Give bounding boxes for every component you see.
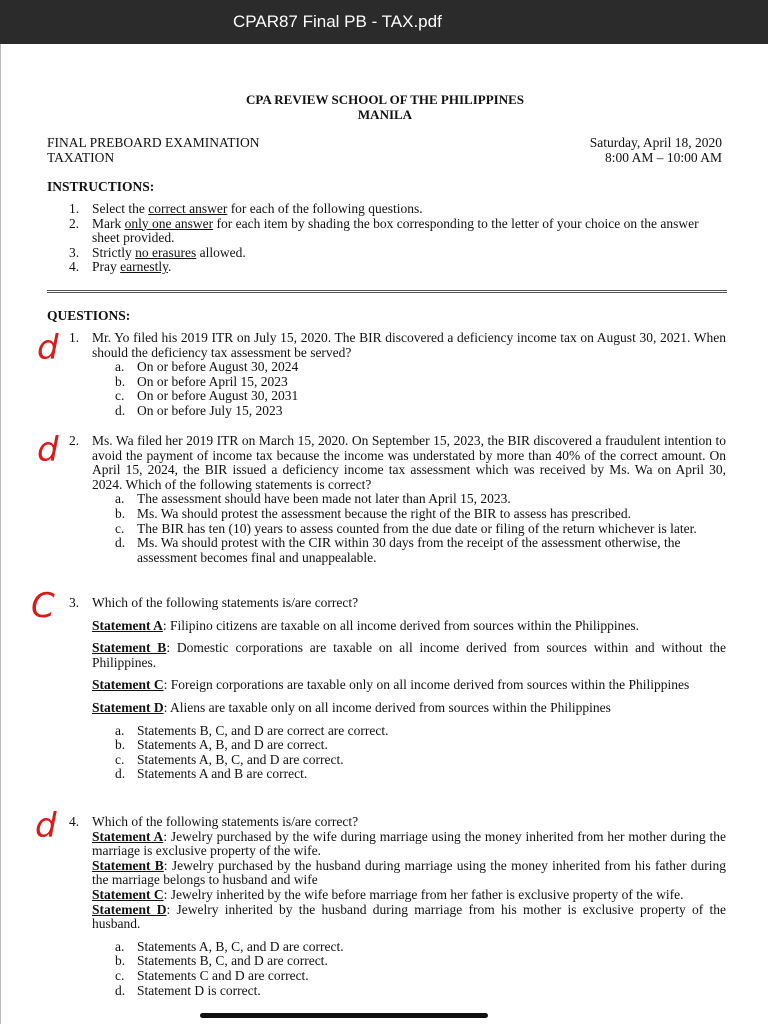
- question-3: 3. Which of the following statements is/are correct? Statement A: Filipino citizens are taxable on all income derived from sources within the Philippines. Statement B: Domestic corporations are taxable on all income derived from sources within and without the Philippines. Statement C: Foreign corporations are taxable only on all income derived from sources within the Philippines Statement D: Aliens are taxable only on all income derived from sources within the Philippines a. Statements B, C, and D are correct are correct. b. Statements A, B, and D are correct. c. Statements A, B, C, and D are correct. d. Statements A and B are correct.: [69, 595, 726, 782]
- handwritten-answer-mark: d: [37, 430, 59, 470]
- option: d. Ms. Wa should protest with the CIR within 30 days from the receipt of the assessment otherwise, the assessment becomes final and unappealable.: [115, 535, 681, 565]
- instruction-item: 4. Pray earnestly.: [69, 259, 172, 275]
- pdf-page[interactable]: [0, 44, 768, 1024]
- question-1: 1. Mr. Yo filed his 2019 ITR on July 15, 2020. The BIR discovered a deficiency income tax on August 30, 2021. When should the deficiency tax assessment be served? a. On or before August 30, 2024 b. On or before April 15, 2023 c. On or before August 30, 2031 d. On or before July 15, 2023: [69, 330, 726, 418]
- option: d. Statement D is correct.: [115, 982, 261, 998]
- option: b. Ms. Wa should protest the assessment because the right of the BIR to assess has prescribed.: [115, 505, 631, 521]
- instruction-item: 2. Mark only one answer for each item by shading the box corresponding to the letter of your choice on the answer sheet provided.: [69, 215, 699, 246]
- option: d. Statements A and B are correct.: [115, 766, 308, 782]
- statement: Statement D: Aliens are taxable only on all income derived from sources within the Philippines: [92, 699, 611, 715]
- instructions-list: [69, 202, 725, 275]
- statement: Statement A: Filipino citizens are taxable on all income derived from sources within the Philippines.: [92, 617, 640, 633]
- option: c. Statements A, B, C, and D are correct.: [115, 751, 344, 767]
- option: c. Statements C and D are correct.: [115, 967, 309, 983]
- handwritten-answer-mark: d: [37, 328, 59, 368]
- exam-time: 8:00 AM – 10:00 AM: [604, 150, 722, 165]
- handwritten-answer-mark: d: [35, 806, 57, 846]
- exam-info: [47, 135, 260, 165]
- handwritten-answer-mark: C: [31, 586, 55, 626]
- statement: Statement D: Jewelry inherited by the husband during marriage from his mother is exclusive property of the husband.: [92, 901, 726, 932]
- question-4: 4. Which of the following statements is/are correct? Statement A: Jewelry purchased by the wife during marriage using the money inherited from her mother during the marriage is exclusive property of the wife. Statement B: Jewelry purchased by the husband during marriage using the money inherited from his father during the marriage belongs to husband and wife Statement C: Jewelry inherited by the wife before marriage from her father is exclusive property of the wife. Statement D: Jewelry inherited by the husband during marriage from his mother is exclusive property of the husband. a. Statements A, B, C, and D are correct. b. Statements B, C, and D are correct. c. Statements C and D are correct. d. Statement D is correct.: [69, 814, 726, 998]
- instructions-heading: INSTRUCTIONS:: [47, 179, 155, 194]
- exam-date: Saturday, April 18, 2020: [589, 135, 722, 150]
- statement: Statement C: Foreign corporations are taxable only on all income derived from sources within the Philippines: [92, 677, 690, 693]
- instruction-item: 3. Strictly no erasures allowed.: [69, 244, 246, 260]
- exam-title: FINAL PREBOARD EXAMINATION: [47, 135, 260, 150]
- statement: Statement A: Jewelry purchased by the wife during marriage using the money inherited from her mother during the marriage is exclusive property of the wife.: [92, 828, 726, 859]
- statement: Statement C: Jewelry inherited by the wife before marriage from her father is exclusive property of the wife.: [92, 886, 684, 902]
- option: c. On or before August 30, 2031: [115, 388, 299, 404]
- option: b. On or before April 15, 2023: [115, 373, 288, 389]
- exam-schedule: [590, 135, 722, 165]
- statement: Statement B: Jewelry purchased by the husband during marriage using the money inherited from his father during the marriage belongs to husband and wife: [92, 857, 726, 888]
- school-name: CPA REVIEW SCHOOL OF THE PHILIPPINES: [246, 92, 524, 107]
- school-city: MANILA: [357, 107, 413, 122]
- instruction-item: 1. Select the correct answer for each of the following questions.: [69, 201, 423, 216]
- option: b. Statements A, B, and D are correct.: [115, 737, 328, 753]
- question-2: 2. Ms. Wa filed her 2019 ITR on March 15, 2020. On September 15, 2023, the BIR discovered a fraudulent intention to avoid the payment of income tax because the income was understated by more than 40% of the correct amount. On April 15, 2024, the BIR issued a deficiency income tax assessment which was received by Ms. Wa on April 30, 2024. Which of the following statements is correct? a. The assessment should have been made not later than April 15, 2023. b. Ms. Wa should protest the assessment because the right of the BIR to assess has prescribed. c. The BIR has ten (10) years to assess counted from the due date or filing of the return whichever is later. d. Ms. Wa should protest with the CIR within 30 days from the receipt of the assessment otherwise, the assessment becomes final and unappealable.: [69, 433, 726, 565]
- option: a. The assessment should have been made not later than April 15, 2023.: [115, 491, 511, 507]
- questions-heading: QUESTIONS:: [47, 308, 131, 323]
- section-divider: [47, 290, 727, 293]
- window-title-bar: [0, 0, 768, 44]
- option: a. Statements B, C, and D are correct are correct.: [115, 722, 389, 738]
- document-header: [1, 92, 768, 122]
- option: d. On or before July 15, 2023: [115, 402, 283, 418]
- option: c. The BIR has ten (10) years to assess counted from the due date or filing of the return whichever is later.: [115, 520, 697, 536]
- statement: Statement B: Domestic corporations are taxable on all income derived from sources within and without the Philippines.: [92, 640, 726, 670]
- home-indicator-bar[interactable]: [200, 1013, 488, 1018]
- option: a. Statements A, B, C, and D are correct.: [115, 938, 344, 954]
- window-title: CPAR87 Final PB - TAX.pdf: [233, 12, 442, 31]
- exam-subject: TAXATION: [47, 150, 115, 165]
- option: b. Statements B, C, and D are correct.: [115, 953, 328, 969]
- option: a. On or before August 30, 2024: [115, 359, 299, 375]
